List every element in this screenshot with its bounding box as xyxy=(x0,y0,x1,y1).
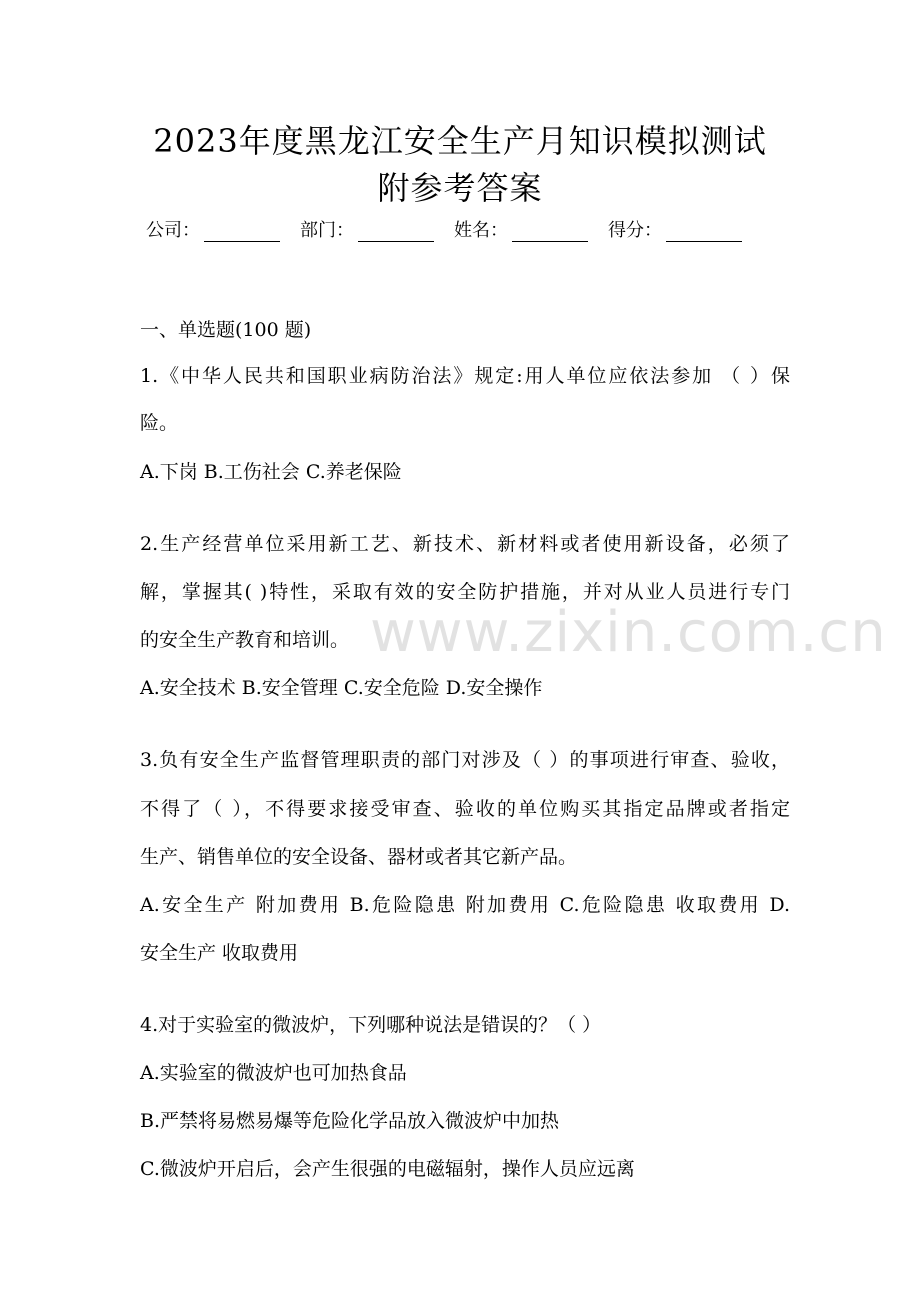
question-3-options-line-2: 安全生产 收取费用 xyxy=(140,942,299,964)
question-1-line-2: 险。 xyxy=(140,412,179,434)
question-3-line-2: 不得了（ ），不得要求接受审查、验收的单位购买其指定品牌或者指定 xyxy=(140,798,790,820)
question-4-option-a: A.实验室的微波炉也可加热食品 xyxy=(140,1062,407,1084)
question-2-line-2: 解，掌握其( )特性，采取有效的安全防护措施，并对从业人员进行专门 xyxy=(140,581,790,603)
question-2-line-3: 的安全生产教育和培训。 xyxy=(140,629,350,651)
department-field xyxy=(300,216,438,242)
question-4-option-b: B.严禁将易燃易爆等危险化学品放入微波炉中加热 xyxy=(140,1110,560,1132)
watermark: www.zixin.com.cn xyxy=(370,600,887,665)
name-field xyxy=(454,216,592,242)
section-heading: 一、单选题(100 题) xyxy=(140,319,312,341)
score-blank xyxy=(666,223,742,242)
question-1-line-1: 1.《中华人民共和国职业病防治法》规定:用人单位应依法参加 （ ）保 xyxy=(140,365,790,387)
department-label: 部门： xyxy=(300,220,354,241)
doc-title-line2: 附参考答案 xyxy=(377,169,543,207)
question-2-options: A.安全技术 B.安全管理 C.安全危险 D.安全操作 xyxy=(140,677,543,699)
company-blank xyxy=(204,223,280,242)
name-label: 姓名： xyxy=(454,220,508,241)
department-blank xyxy=(358,223,434,242)
company-label: 公司： xyxy=(146,220,200,241)
question-3-line-1: 3.负有安全生产监督管理职责的部门对涉及（ ）的事项进行审查、验收， xyxy=(140,749,790,771)
name-blank xyxy=(512,223,588,242)
question-4-option-c: C.微波炉开启后，会产生很强的电磁辐射，操作人员应远离 xyxy=(140,1158,635,1180)
question-2-line-1: 2.生产经营单位采用新工艺、新技术、新材料或者使用新设备，必须了 xyxy=(140,533,790,555)
question-3-options-line-1: A.安全生产 附加费用 B.危险隐患 附加费用 C.危险隐患 收取费用 D. xyxy=(140,894,790,916)
question-3-line-3: 生产、销售单位的安全设备、器材或者其它新产品。 xyxy=(140,846,578,868)
question-1-options: A.下岗 B.工伤社会 C.养老保险 xyxy=(140,461,402,483)
doc-title-line1: 2023年度黑龙江安全生产月知识模拟测试 xyxy=(153,122,767,160)
score-label: 得分： xyxy=(608,220,662,241)
company-field xyxy=(146,216,284,242)
info-fields xyxy=(146,216,786,242)
question-4-line-1: 4.对于实验室的微波炉，下列哪种说法是错误的？（ ） xyxy=(140,1014,602,1036)
score-field xyxy=(608,216,746,242)
